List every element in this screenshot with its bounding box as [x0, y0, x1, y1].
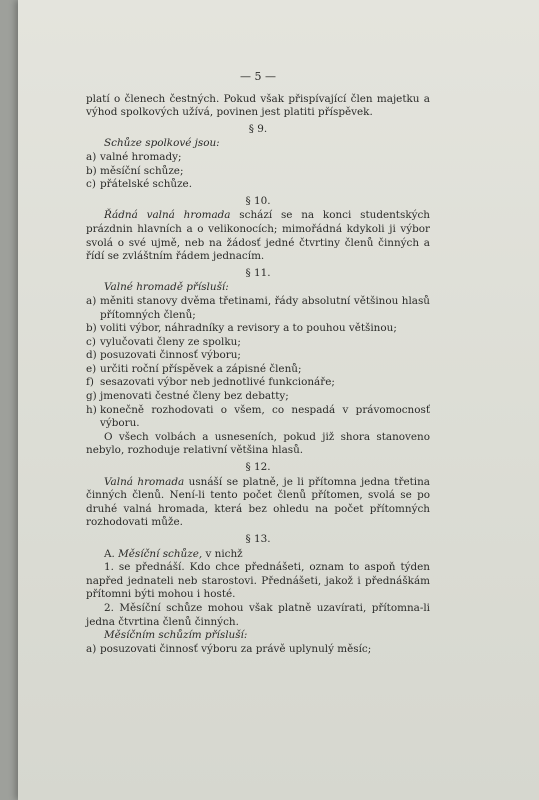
section-10-text: schází se na konci studentských prázdnin hlavních a o velikonocích; mimořádná kdykoli ji výbor svolá o své ujmě, neb na žádosť jedné čtvrtiny členů činných a řídí se zvláštním řádem jednacím. — [86, 209, 430, 263]
section-9-heading: § 9. — [248, 122, 268, 135]
section-10-paragraph — [86, 209, 430, 263]
section-13-heading: § 13. — [245, 533, 271, 545]
list-item — [86, 178, 430, 192]
section-11-closing: O všech volbách a usneseních, pokud již shora stanoveno nebylo, rozhoduje relativní většina hlasů. — [86, 430, 430, 457]
section-12-heading: § 12. — [245, 461, 271, 474]
list-item — [86, 390, 430, 404]
section-12-text: usnáší se platně, je li přítomna jedna třetina činných členů. Není-li tento počet členů přítomen, svolá se po druhé valná hromada, která bez ohledu na počet přítomných rozhodovati může. — [86, 475, 430, 529]
item-label: g) — [86, 390, 97, 403]
list-item — [86, 165, 430, 179]
section-9-list — [86, 151, 430, 192]
list-item — [86, 322, 430, 336]
section-11-heading: § 11. — [245, 266, 271, 279]
item-text: měniti stanovy dvěma třetinami, řády absolutní většinou hlasů přítomných členů; — [100, 294, 430, 321]
item-label: a) — [86, 150, 97, 163]
intro-paragraph: platí o členech čestných. Pokud však přispívající člen majetku a výhod spolkových užívá, povinen jest platiti příspěvek. — [86, 92, 430, 119]
item-label: b) — [86, 164, 97, 177]
section-11-lead: Valné hromadě přísluší: — [104, 281, 229, 294]
item-text: přátelské schůze. — [100, 178, 193, 191]
item-label: c) — [86, 335, 96, 348]
list-item — [86, 295, 430, 322]
item-label: c) — [86, 178, 96, 191]
item-label: f) — [86, 376, 94, 389]
item-label: a) — [86, 294, 97, 307]
section-10-lead: Řádná valná hromada — [104, 209, 231, 222]
page-number: — 5 — — [240, 70, 276, 83]
item-text: posuzovati činnosť výboru; — [100, 349, 241, 362]
section-13-point-1: 1. se přednáší. Kdo chce přednášeti, oznam to aspoň týden napřed jednateli neb starostovi. Přednášeti, jakož i přednáškám přítomni býti mohou i hosté. — [86, 561, 430, 601]
section-12-lead: Valná hromada — [104, 475, 185, 488]
list-item — [86, 643, 430, 657]
item-text: voliti výbor, náhradníky a revisory a to pouhou většinou; — [100, 322, 397, 335]
item-label: a) — [86, 642, 97, 655]
section-10-heading: § 10. — [245, 194, 271, 207]
item-text: konečně rozhodovati o všem, co nespadá v právomocnosť výboru. — [100, 403, 430, 430]
section-11-list — [86, 295, 430, 431]
item-text: sesazovati výbor neb jednotlivé funkcionáře; — [100, 376, 335, 389]
list-item — [86, 349, 430, 363]
item-text: posuzovati činnosť výboru za právě uplynulý měsíc; — [100, 642, 372, 655]
item-label: b) — [86, 322, 97, 335]
section-9-lead: Schůze spolkové jsou: — [104, 137, 220, 150]
section-13-lead: Měsíčním schůzím přísluší: — [104, 629, 248, 642]
item-text: určiti roční příspěvek a zápisné členů; — [100, 362, 302, 375]
item-label: d) — [86, 349, 97, 362]
item-label: e) — [86, 362, 97, 375]
list-item — [86, 404, 430, 431]
section-12-paragraph — [86, 476, 430, 530]
item-text: vylučovati členy ze spolku; — [100, 335, 241, 348]
list-item — [86, 151, 430, 165]
item-label: h) — [86, 403, 97, 416]
list-item — [86, 363, 430, 377]
section-13-point-2: 2. Měsíční schůze mohou však platně uzavírati, přítomna-li jedna čtvrtina členů činných. — [86, 601, 430, 628]
subsection-lead: Měsíční schůze, — [118, 547, 203, 560]
page-text — [86, 70, 430, 656]
item-text: valné hromady; — [100, 150, 182, 163]
item-text: měsíční schůze; — [100, 164, 184, 177]
section-13-subheading — [86, 548, 430, 562]
subsection-tail: v nichž — [202, 547, 243, 560]
list-item — [86, 376, 430, 390]
list-item — [86, 336, 430, 350]
item-text: jmenovati čestné členy bez debatty; — [100, 390, 289, 403]
subsection-label: A. — [104, 547, 115, 560]
document-page — [18, 0, 539, 800]
